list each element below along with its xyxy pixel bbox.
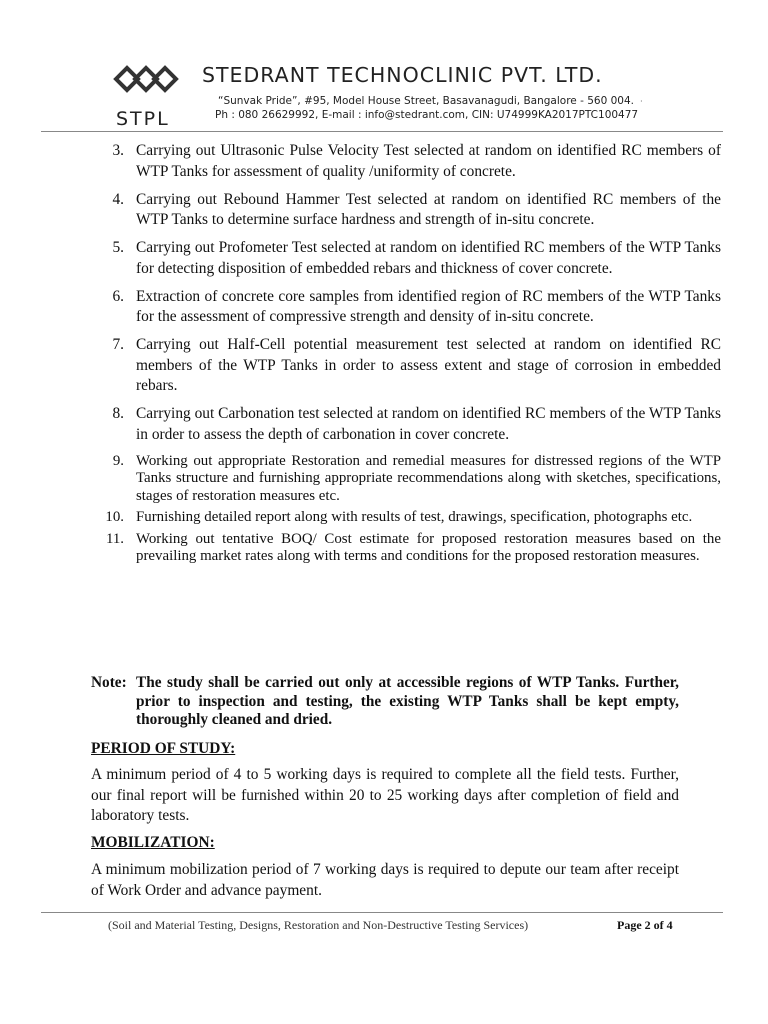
footer-divider <box>41 912 723 913</box>
note-label: Note: <box>91 674 127 691</box>
list-item <box>41 404 721 445</box>
list-item <box>41 141 721 182</box>
item-number: 7. <box>112 336 124 353</box>
scope-list <box>41 141 721 570</box>
item-number: 5. <box>112 239 124 256</box>
footer-services: (Soil and Material Testing, Designs, Restoration and Non-Destructive Testing Services) <box>108 918 529 932</box>
item-number: 3. <box>112 142 124 159</box>
company-name: STEDRANT TECHNOCLINIC PVT. LTD. <box>202 63 603 87</box>
item-text: Carrying out Half-Cell potential measurement test selected at random on identified RC members of the WTP Tanks in order to assess extent and stage of corrosion in embedded rebars. <box>136 336 721 394</box>
item-text: Extraction of concrete core samples from identified region of RC members of the WTP Tanks for the assessment of compressive strength and density of in-situ concrete. <box>136 287 721 325</box>
item-text: Carrying out Rebound Hammer Test selected at random on identified RC members of the WTP Tanks to determine surface hardness and strength of in-situ concrete. <box>136 190 721 228</box>
list-item <box>41 453 721 506</box>
note-text: The study shall be carried out only at accessible regions of WTP Tanks. Further, prior to inspection and testing, the existing WTP Tanks shall be kept empty, thoroughly cleaned and dried. <box>136 674 679 728</box>
item-text: Working out appropriate Restoration and remedial measures for distressed regions of the WTP Tanks structure and furnishing appropriate recommendations along with sketches, specifications, stages of restoration measures etc. <box>136 452 721 504</box>
item-text: Carrying out Carbonation test selected at random on identified RC members of the WTP Tanks in order to assess the depth of carbonation in cover concrete. <box>136 405 721 443</box>
list-item <box>41 335 721 397</box>
item-number: 9. <box>112 452 124 469</box>
list-item <box>41 531 721 566</box>
logo-text: STPL <box>116 108 170 130</box>
mobilization-body: A minimum mobilization period of 7 working days is required to depute our team after receipt of Work Order and advance payment. <box>91 861 679 899</box>
note-block <box>91 674 679 730</box>
item-text: Carrying out Profometer Test selected at random on identified RC members of the WTP Tanks for detecting disposition of embedded rebars and thickness of cover concrete. <box>136 239 721 277</box>
list-item <box>41 287 721 328</box>
item-text: Working out tentative BOQ/ Cost estimate for proposed restoration measures based on the prevailing market rates along with terms and conditions for the proposed restoration measures. <box>136 530 721 564</box>
page-number: Page 2 of 4 <box>617 918 673 932</box>
company-contact: Ph : 080 26629992, E-mail : info@stedrant.com, CIN: U74999KA2017PTC100477 <box>215 109 639 121</box>
period-body: A minimum period of 4 to 5 working days is required to complete all the field tests. Further, our final report will be furnished within 20 to 25 working days after completion of field and laboratory tests. <box>91 766 679 824</box>
list-item <box>41 238 721 279</box>
letterhead <box>108 52 658 130</box>
decorative-dot: · <box>640 97 643 106</box>
item-text: Furnishing detailed report along with results of test, drawings, specification, photographs etc. <box>136 509 693 525</box>
item-number: 4. <box>112 190 124 208</box>
stpl-logo-icon <box>112 58 184 102</box>
item-number: 8. <box>112 405 124 422</box>
list-item <box>41 190 721 231</box>
item-number: 11. <box>105 530 124 547</box>
mobilization-heading: MOBILIZATION: <box>91 834 215 851</box>
item-number: 10. <box>105 509 124 525</box>
period-heading: PERIOD OF STUDY: <box>91 740 236 757</box>
item-number: 6. <box>112 287 124 305</box>
list-item <box>41 509 721 527</box>
company-logo <box>112 58 184 130</box>
company-address: “Sunvak Pride”, #95, Model House Street, Basavanagudi, Bangalore - 560 004. <box>218 95 634 107</box>
item-text: Carrying out Ultrasonic Pulse Velocity Test selected at random on identified RC members of WTP Tanks for assessment of quality /uniformity of concrete. <box>136 142 721 180</box>
header-divider <box>41 131 723 132</box>
